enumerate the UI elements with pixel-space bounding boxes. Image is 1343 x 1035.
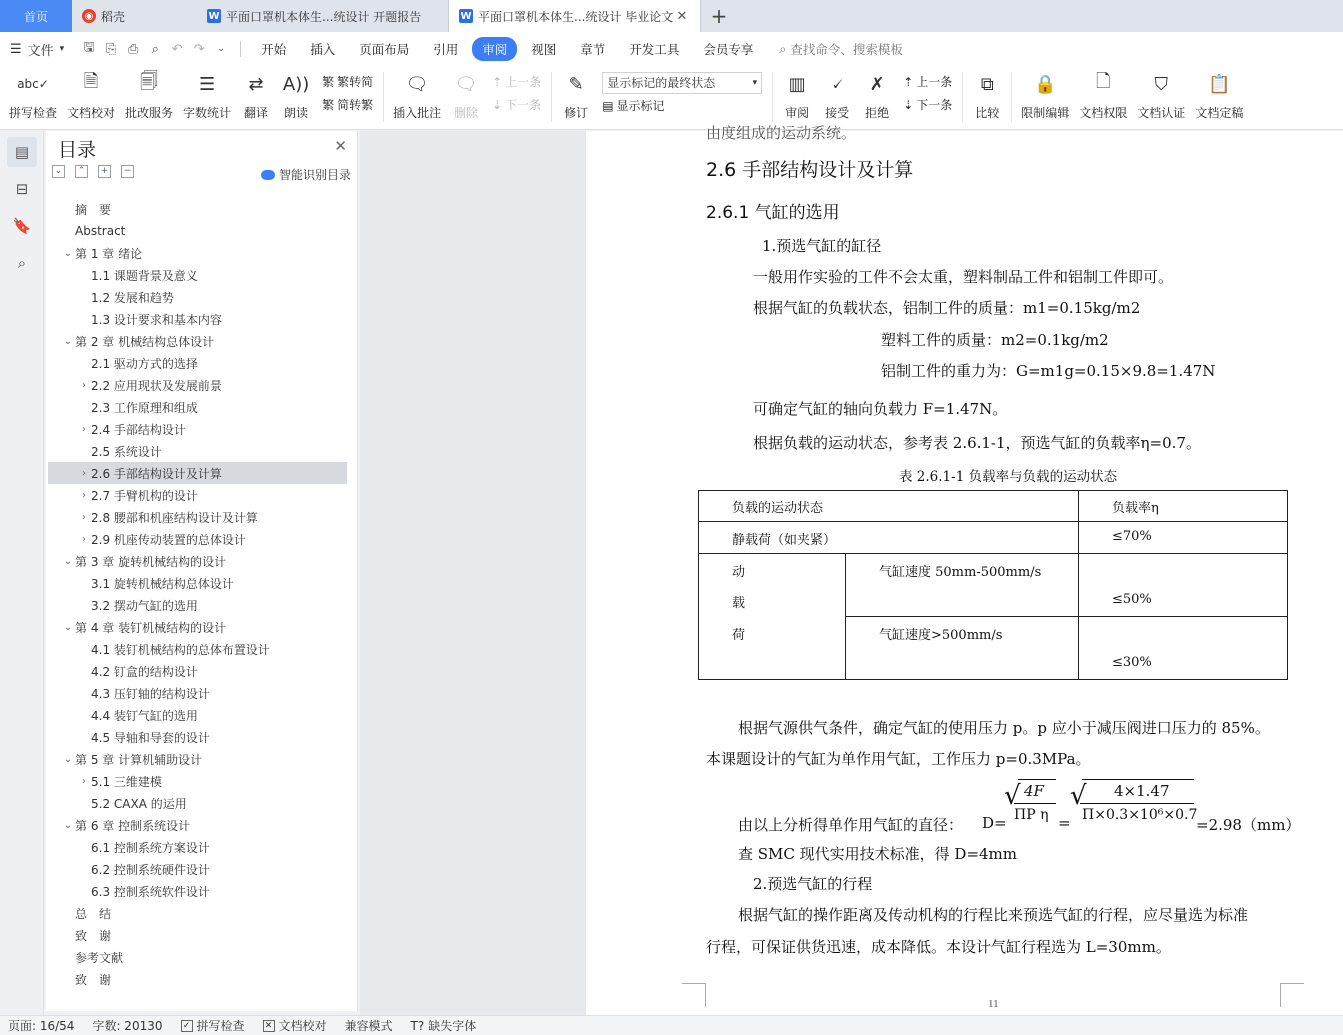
daoke-icon: ◉	[82, 9, 96, 23]
annotate-service-label: 批改服务	[125, 106, 174, 120]
comment-delete-icon: 🗨	[454, 73, 478, 95]
toc-item[interactable]	[48, 418, 347, 440]
toc-item-label: 第 4 章 装钉机械结构的设计	[75, 620, 227, 635]
radical-bar	[1018, 779, 1056, 780]
toc-title: 目录	[58, 139, 97, 161]
paragraph: 铝制工件的重力为：G=m1g=0.15×9.8=1.47N	[881, 362, 1216, 380]
formula-text: 4×1.47	[1114, 782, 1170, 800]
paragraph: 根据负载的运动状态，参考表 2.6.1-1，预选气缸的负载率η=0.7。	[753, 434, 1201, 452]
read-aloud-button[interactable]	[276, 66, 316, 121]
divider	[772, 72, 773, 122]
page-number: 11	[988, 998, 999, 1010]
table-cell: 动	[732, 565, 746, 580]
status-proof-label: 文档校对	[278, 1019, 327, 1033]
toc-item-label: 2.9 机座传动装置的总体设计	[91, 532, 246, 547]
word-count-label: 字数统计	[183, 106, 232, 120]
permission-icon: 🗋	[1096, 71, 1111, 92]
toc-item[interactable]	[48, 660, 347, 682]
read-aloud-icon: A))	[282, 73, 310, 95]
paragraph: 由度组成的运动系统。	[706, 124, 857, 142]
undo-icon[interactable]: ↶	[171, 41, 183, 57]
lock-icon: 🔒	[1034, 73, 1057, 95]
toc-item[interactable]	[48, 880, 347, 902]
table-rule	[699, 521, 1287, 522]
paragraph: 由以上分析得单作用气缸的直径：	[738, 816, 964, 834]
compare-label: 比较	[975, 106, 1000, 120]
toc-item-label: 6.3 控制系统软件设计	[91, 884, 210, 899]
table-caption: 表 2.6.1-1 负载率与负载的运动状态	[899, 469, 1118, 485]
translate-button[interactable]	[236, 66, 276, 121]
missing-font-label: 缺失字体	[428, 1019, 477, 1033]
delete-comment-button[interactable]	[446, 66, 486, 121]
toc-item[interactable]	[48, 902, 347, 924]
toc-item-label: 1.2 发展和趋势	[91, 290, 174, 305]
simp-trad-icon: 繁	[322, 98, 335, 112]
tab-file-report-label: 平面口罩机本体生...统设计 开题报告	[226, 9, 422, 24]
expand-up-icon[interactable]: ⌃	[75, 165, 88, 178]
page-corner-mark	[1280, 983, 1304, 1007]
navigation-icon[interactable]: ⊟	[15, 180, 29, 198]
toc-item[interactable]	[48, 726, 347, 748]
search-icon[interactable]: ⌕	[17, 254, 27, 272]
toc-item-label: 致 谢	[75, 928, 112, 943]
paragraph: 一般用作实验的工件不会太重，塑料制品工件和铝制工件即可。	[753, 268, 1174, 286]
divider	[1011, 72, 1012, 122]
insert-comment-button[interactable]	[388, 66, 446, 121]
toc-item-label: 摘 要	[75, 202, 112, 217]
restrict-edit-button[interactable]	[1016, 66, 1074, 121]
spell-check-button[interactable]	[4, 66, 62, 121]
toc-item[interactable]	[48, 550, 347, 572]
show-marks-icon: ▤	[602, 98, 614, 113]
accept-button[interactable]	[817, 66, 857, 121]
word-count-icon: ☰	[198, 73, 216, 95]
close-icon[interactable]: ✕	[334, 137, 347, 155]
tab-file-thesis[interactable]	[449, 0, 701, 32]
menu-tab-reference[interactable]: 引用	[433, 42, 459, 57]
status-doc-proof[interactable]	[263, 1017, 327, 1034]
toc-item-label: 1.1 课题背景及意义	[91, 268, 198, 283]
menu-tab-view[interactable]: 视图	[531, 42, 557, 57]
missing-font[interactable]	[411, 1017, 477, 1034]
paragraph: 根据气缸的操作距离及传动机构的行程比来预选气缸的行程，应尽量选为标准	[738, 906, 1249, 924]
toc-item[interactable]	[48, 220, 347, 242]
delete-comment-label: 删除	[454, 106, 479, 120]
compat-mode[interactable]	[345, 1017, 393, 1034]
toc-item-label: 3.1 旋转机械结构总体设计	[91, 576, 234, 591]
insert-comment-label: 插入批注	[393, 106, 442, 120]
toc-item[interactable]	[48, 264, 347, 286]
toc-item-label: 总 结	[75, 906, 112, 921]
smart-toc-button[interactable]	[261, 166, 351, 183]
paragraph: 查 SMC 现代实用技术标准，得 D=4mm	[738, 845, 1018, 863]
comment-plus-icon: 🗨	[405, 73, 429, 95]
review-ribbon	[0, 66, 1343, 130]
compat-mode-label: 兼容模式	[344, 1019, 393, 1033]
toc-toolbar	[52, 165, 134, 178]
compare-button[interactable]	[967, 66, 1007, 121]
load-rate-table	[698, 490, 1288, 680]
toc-item-label: 2.5 系统设计	[91, 444, 162, 459]
toc-item[interactable]	[48, 242, 347, 264]
chevron-right-icon[interactable]: ›	[82, 379, 86, 391]
toc-item-label: 第 2 章 机械结构总体设计	[75, 334, 215, 349]
toc-item[interactable]	[48, 374, 347, 396]
menu-tab-member[interactable]: 会员专享	[703, 42, 754, 57]
toc-list	[48, 198, 347, 990]
toc-item-label: 5.1 三维建模	[91, 774, 162, 789]
page-indicator-label: 页面: 16/54	[8, 1019, 75, 1033]
table-cell: 气缸速度 50mm-500mm/s	[879, 565, 1042, 580]
chevron-right-icon[interactable]: ›	[82, 533, 86, 545]
toc-item[interactable]	[48, 748, 347, 770]
toc-item-label: 2.3 工作原理和组成	[91, 400, 198, 415]
table-cell: 静载荷（如夹紧）	[732, 533, 837, 548]
toc-item[interactable]	[48, 682, 347, 704]
chevron-down-icon[interactable]: ⌄	[63, 555, 73, 567]
toc-item-label: 6.2 控制系统硬件设计	[91, 862, 210, 877]
remove-heading-icon[interactable]: −	[121, 165, 134, 178]
toc-panel-icon[interactable]: ▤	[7, 137, 37, 167]
toc-item[interactable]	[48, 836, 347, 858]
toc-item[interactable]	[48, 704, 347, 726]
doc-cert-label: 文档认证	[1137, 106, 1186, 120]
paragraph: 1.预选气缸的缸径	[762, 237, 882, 255]
save-icon[interactable]: 🖫	[83, 40, 95, 55]
prev-revision-button[interactable]	[903, 73, 952, 90]
hamburger-icon: ☰	[10, 41, 22, 57]
spell-check-label: 拼写检查	[9, 106, 58, 120]
status-spell-label: 拼写检查	[196, 1019, 245, 1033]
toc-item[interactable]	[48, 572, 347, 594]
doc-proof-label: 文档校对	[67, 106, 116, 120]
word-icon: W	[208, 10, 220, 22]
document-page[interactable]	[586, 124, 1343, 1015]
show-marks-label: 显示标记	[616, 99, 665, 114]
menu-tab-insert[interactable]: 插入	[310, 42, 336, 57]
command-search[interactable]	[779, 40, 903, 58]
table-rule	[1078, 491, 1079, 679]
divider	[240, 41, 241, 57]
chevron-down-icon[interactable]: ⌄	[63, 753, 73, 765]
doc-permission-button[interactable]	[1074, 66, 1132, 121]
word-count-indicator[interactable]	[92, 1017, 162, 1034]
formula-text: 4F	[1024, 782, 1044, 800]
file-menu[interactable]	[10, 40, 64, 59]
toc-item[interactable]	[48, 528, 347, 550]
revision-nav-group	[897, 66, 958, 116]
toc-item[interactable]	[48, 638, 347, 660]
menu-tab-section[interactable]: 章节	[580, 42, 606, 57]
chevron-right-icon[interactable]: ›	[82, 775, 86, 787]
print-icon[interactable]: ⎙	[128, 41, 139, 57]
paragraph: 根据气缸的负载状态，铝制工件的质量：m1=0.15kg/m2	[753, 299, 1141, 317]
divider	[962, 72, 963, 122]
trad-to-simp-label: 繁转简	[337, 75, 374, 89]
table-cell: ≤30%	[1112, 655, 1152, 670]
formula-text: ΠP η	[1014, 807, 1049, 823]
toc-item[interactable]	[48, 484, 347, 506]
word-count-indicator-label: 字数: 20130	[92, 1019, 163, 1033]
chevron-right-icon[interactable]: ›	[82, 467, 86, 479]
markup-display-value: 显示标记的最终状态	[607, 76, 716, 91]
toc-item-label: 2.1 驱动方式的选择	[91, 356, 198, 371]
search-icon: ⌕	[779, 41, 787, 56]
simp-to-trad-button[interactable]	[322, 96, 373, 113]
toc-item[interactable]	[48, 968, 347, 990]
toc-item[interactable]	[48, 616, 347, 638]
formula-text: =2.98（mm）	[1196, 816, 1301, 834]
chevron-right-icon[interactable]: ›	[82, 423, 86, 435]
toc-item-label: 4.2 钉盒的结构设计	[91, 664, 198, 679]
menu-bar	[0, 32, 1343, 66]
divider	[551, 72, 552, 122]
toc-item[interactable]	[48, 352, 347, 374]
bookmark-icon[interactable]: 🔖	[12, 217, 32, 235]
paragraph: 根据气源供气条件，确定气缸的使用压力 p。p 应小于减压阀进口压力的 85%。	[738, 719, 1270, 737]
annotate-service-button[interactable]	[120, 66, 178, 121]
tab-file-report[interactable]	[197, 0, 449, 32]
file-menu-label: 文件	[27, 43, 54, 59]
toc-item[interactable]	[48, 308, 347, 330]
tab-daoke-label: 稻壳	[101, 9, 126, 24]
toc-item[interactable]	[48, 396, 347, 418]
review-pane-label: 审阅	[785, 106, 810, 120]
next-comment-button[interactable]	[492, 96, 541, 113]
toc-item-label: 2.8 腰部和机座结构设计及计算	[91, 510, 258, 525]
menu-tab-review[interactable]: 审阅	[472, 37, 517, 61]
menu-tab-layout[interactable]: 页面布局	[359, 42, 410, 57]
missing-font-icon: T?	[410, 1018, 425, 1033]
reject-label: 拒绝	[865, 106, 890, 120]
table-rule	[699, 553, 1287, 554]
toc-item-label: Abstract	[75, 224, 126, 238]
prev-comment-label: 上一条	[505, 75, 542, 89]
page-indicator[interactable]	[8, 1017, 74, 1034]
annotate-service-icon: 🗐	[140, 71, 159, 92]
fraction-bar	[1014, 803, 1056, 804]
sqrt-icon: √	[1070, 781, 1087, 811]
toc-item-label: 第 3 章 旋转机械结构的设计	[75, 554, 227, 569]
smart-icon	[261, 170, 275, 180]
page-corner-mark	[682, 983, 706, 1007]
trad-simp-icon: 繁	[322, 75, 335, 89]
prev-icon: ⇡	[903, 74, 914, 89]
collapse-all-icon[interactable]: ⌄	[52, 165, 65, 178]
tab-file-thesis-label: 平面口罩机本体生...统设计 毕业论文	[478, 9, 674, 24]
toc-item-label: 第 1 章 绪论	[75, 246, 143, 261]
toc-item[interactable]	[48, 594, 347, 616]
convert-group	[316, 66, 379, 116]
toc-item[interactable]	[48, 506, 347, 528]
heading-3: 2.6.1 气缸的选用	[706, 203, 840, 223]
paragraph: 可确定气缸的轴向负载力 F=1.47N。	[753, 400, 1008, 418]
toc-item-label: 5.2 CAXA 的运用	[91, 796, 187, 811]
word-icon: W	[460, 10, 472, 22]
document-canvas[interactable]	[360, 124, 1343, 1015]
restrict-edit-label: 限制编辑	[1021, 106, 1070, 120]
smart-toc-label: 智能识别目录	[278, 168, 351, 182]
next-icon: ⇣	[903, 97, 914, 112]
tab-home[interactable]	[0, 0, 72, 32]
show-marks-button[interactable]	[602, 97, 762, 114]
toc-item[interactable]	[48, 198, 347, 220]
review-pane-button[interactable]	[777, 66, 817, 121]
toc-item[interactable]	[48, 814, 347, 836]
prev-comment-button[interactable]	[492, 73, 541, 90]
doc-permission-label: 文档权限	[1079, 106, 1128, 120]
translate-label: 翻译	[244, 106, 269, 120]
doc-proof-button[interactable]	[62, 66, 120, 121]
table-cell: ≤50%	[1112, 592, 1152, 607]
chevron-down-icon: ▾	[752, 77, 758, 88]
export-icon[interactable]: ⎘	[106, 41, 117, 57]
doc-finalize-label: 文档定稿	[1195, 106, 1244, 120]
prev-icon: ⇡	[492, 74, 503, 89]
toc-item-label: 4.1 装钉机械结构的总体布置设计	[91, 642, 270, 657]
toc-item-label: 6.1 控制系统方案设计	[91, 840, 210, 855]
toc-item-label: 2.6 手部结构设计及计算	[91, 466, 222, 481]
paragraph: 行程，可保证供货迅速，成本降低。本设计气缸行程选为 L=30mm。	[706, 938, 1171, 956]
table-rule	[845, 616, 1287, 617]
prev-revision-label: 上一条	[916, 75, 953, 89]
review-pane-icon: ▥	[788, 73, 806, 95]
markup-display-select[interactable]	[602, 72, 762, 94]
radical-bar	[1082, 779, 1194, 780]
heading-2: 2.6 手部结构设计及计算	[706, 159, 914, 181]
toc-item-label: 3.2 摆动气缸的选用	[91, 598, 198, 613]
revise-icon: ✎	[568, 73, 584, 95]
shield-icon: ⛉	[1154, 73, 1169, 95]
add-heading-icon[interactable]: +	[98, 165, 111, 178]
toc-item[interactable]	[48, 924, 347, 946]
translate-icon: ⇄	[248, 73, 264, 95]
toc-item-label: 第 5 章 计算机辅助设计	[75, 752, 203, 767]
toc-item-label: 4.5 导轴和导套的设计	[91, 730, 210, 745]
print-preview-icon[interactable]: ⌕	[151, 41, 159, 57]
toc-item-label: 2.2 应用现状及发展前景	[91, 378, 222, 393]
next-icon: ⇣	[492, 97, 503, 112]
toc-item[interactable]	[48, 770, 347, 792]
reject-button[interactable]	[857, 66, 897, 121]
sqrt-icon: √	[1004, 781, 1021, 811]
toc-item-label: 1.3 设计要求和基本内容	[91, 312, 222, 327]
table-header: 负载率η	[1112, 501, 1159, 516]
accept-icon: 🗸	[830, 73, 844, 95]
table-cell: 载	[732, 596, 746, 611]
paragraph: 本课题设计的气缸为单作用气缸，工作压力 p=0.3MPa。	[706, 750, 1091, 768]
toc-item[interactable]	[48, 440, 347, 462]
next-revision-label: 下一条	[916, 98, 953, 112]
toc-item[interactable]	[48, 330, 347, 352]
compare-icon: ⧉	[980, 73, 994, 95]
reject-icon: ✗	[869, 73, 885, 95]
read-aloud-label: 朗读	[284, 106, 309, 120]
accept-label: 接受	[825, 106, 850, 120]
doc-proof-icon: 🗎	[83, 71, 99, 92]
paragraph: 塑料工件的质量：m2=0.1kg/m2	[881, 331, 1109, 349]
next-comment-label: 下一条	[505, 98, 542, 112]
formula-text: =	[1058, 814, 1071, 832]
chevron-down-icon[interactable]: ⌄	[63, 621, 73, 633]
word-count-button[interactable]	[178, 66, 236, 121]
toc-item[interactable]	[48, 858, 347, 880]
toc-item-label: 第 6 章 控制系统设计	[75, 818, 191, 833]
chevron-down-icon[interactable]: ⌄	[63, 335, 73, 347]
formula-text: D=	[982, 814, 1007, 832]
toc-item-label: 致 谢	[75, 972, 112, 987]
chevron-down-icon[interactable]: ⌄	[63, 819, 73, 831]
status-bar	[0, 1015, 1343, 1035]
tab-bar	[0, 0, 1343, 32]
fraction-bar	[1080, 803, 1194, 804]
left-nav-strip	[0, 131, 44, 1015]
menu-tab-start[interactable]: 开始	[261, 42, 287, 57]
chevron-right-icon[interactable]: ›	[82, 489, 86, 501]
table-cell: ≤70%	[1112, 529, 1152, 544]
chevron-down-icon[interactable]: ⌄	[63, 247, 73, 259]
toc-item-label: 2.4 手部结构设计	[91, 422, 186, 437]
toc-item-label: 4.3 压钉轴的结构设计	[91, 686, 210, 701]
chevron-right-icon[interactable]: ›	[82, 511, 86, 523]
toc-item[interactable]	[48, 462, 347, 484]
toc-panel	[46, 131, 358, 1011]
menu-tab-developer[interactable]: 开发工具	[629, 42, 680, 57]
table-cell: 气缸速度>500mm/s	[879, 628, 1003, 643]
toc-item[interactable]	[48, 792, 347, 814]
doc-finalize-button[interactable]	[1190, 66, 1248, 121]
status-spell-check[interactable]	[181, 1017, 245, 1034]
toc-item-label: 2.7 手臂机构的设计	[91, 488, 198, 503]
toc-item-label: 4.4 装钉气缸的选用	[91, 708, 198, 723]
new-tab-plus-icon[interactable]: +	[710, 4, 728, 28]
next-revision-button[interactable]	[903, 96, 952, 113]
formula-text: Π×0.3×10⁶×0.7	[1082, 807, 1198, 823]
divider	[383, 72, 384, 122]
toc-item-label: 参考文献	[75, 950, 124, 965]
proof-icon: ✕	[263, 1020, 275, 1032]
revise-label: 修订	[564, 106, 589, 120]
toc-item[interactable]	[48, 946, 347, 968]
markup-group	[596, 66, 768, 116]
finalize-icon: 📋	[1208, 73, 1231, 95]
command-search-label: 查找命令、搜索模板	[790, 42, 903, 57]
redo-icon[interactable]: ↷	[193, 41, 205, 57]
revise-button[interactable]	[556, 66, 596, 121]
table-header: 负载的运动状态	[732, 501, 824, 516]
chevron-down-icon: ▾	[59, 44, 65, 54]
tab-daoke[interactable]	[72, 0, 197, 32]
comment-nav-group	[486, 66, 547, 116]
customize-dropdown-icon[interactable]: ⌄	[217, 44, 225, 54]
trad-to-simp-button[interactable]	[322, 73, 373, 90]
tab-home-label: 首页	[23, 9, 48, 24]
table-rule	[845, 553, 846, 679]
checkbox-icon: ✓	[181, 1020, 193, 1032]
paragraph: 2.预选气缸的行程	[753, 875, 873, 893]
table-cell: 荷	[732, 628, 746, 643]
spell-check-icon: abc✓	[17, 77, 49, 91]
simp-to-trad-label: 简转繁	[337, 98, 374, 112]
doc-cert-button[interactable]	[1132, 66, 1190, 121]
close-icon[interactable]: ✕	[676, 8, 688, 24]
toc-item[interactable]	[48, 286, 347, 308]
